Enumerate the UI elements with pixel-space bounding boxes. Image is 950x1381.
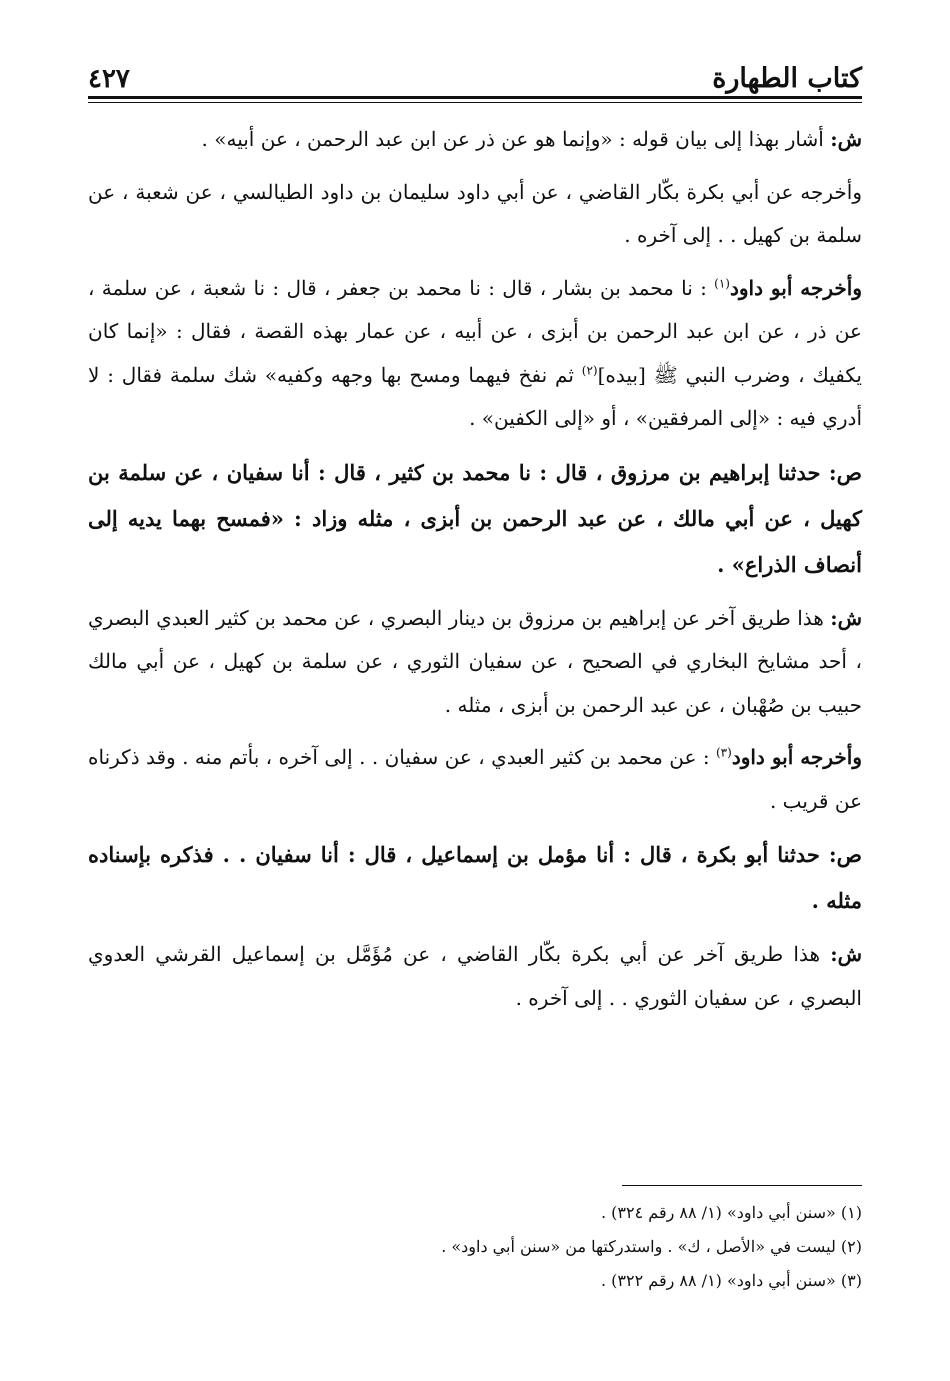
commentary-paragraph xyxy=(88,267,862,441)
paragraph-text: حدثنا أبو بكرة ، قال : أنا مؤمل بن إسماعيل ، قال : أنا سفيان . . فذكره بإسناده مثله . xyxy=(88,842,862,913)
footnote-reference[interactable]: (٢) xyxy=(581,362,598,377)
page-number: ٤٢٧ xyxy=(88,64,130,94)
matn-paragraph xyxy=(88,450,862,588)
paragraph-lead: ش: xyxy=(830,942,862,966)
paragraph-text: أشار بهذا إلى بيان قوله : «وإنما هو عن ذر عن ابن عبد الرحمن ، عن أبيه» . xyxy=(201,127,831,151)
paragraph-lead: ص: xyxy=(828,842,862,867)
commentary-paragraph xyxy=(88,171,862,258)
commentary-paragraph xyxy=(88,736,862,823)
paragraph-text: وأخرجه عن أبي بكرة بكّار القاضي ، عن أبي داود سليمان بن داود الطيالسي ، عن شعبة ، عن سلمة بن كهيل . . إلى آخره . xyxy=(88,179,862,247)
commentary-paragraph xyxy=(88,118,862,162)
page-header xyxy=(88,44,862,94)
book-title: كتاب الطهارة xyxy=(712,63,862,94)
matn-paragraph xyxy=(88,832,862,924)
paragraph-text: ثم نفخ فيهما ومسح بها وجهه وكفيه» شك سلمة فقال : لا أدري فيه : «إلى المرفقين» ، أو «إلى الكفين» . xyxy=(88,362,862,430)
header-rule xyxy=(88,96,862,99)
footnote-reference[interactable]: (٣) xyxy=(715,745,732,760)
paragraph-text: هذا طريق آخر عن إبراهيم بن مرزوق بن دينار البصري ، عن محمد بن كثير العبدي البصري ، أحد مشايخ البخاري في الصحيح ، عن سفيان الثوري ، عن سلمة بن كهيل ، عن أبي مالك حبيب بن صُهْبان ، عن عبد الرحمن بن أبزى ، مثله . xyxy=(88,605,862,717)
paragraph-text: : نا محمد بن بشار ، قال : نا محمد بن جعفر ، قال : نا شعبة ، عن سلمة ، عن ذر ، عن ابن عبد الرحمن بن أبزى ، عن أبيه ، عن عمار بهذه القصة ، فقال : «إنما كان يكفيك ، وضرب النبي ﷺ [بيده] xyxy=(88,275,862,387)
header-rule-thin xyxy=(88,102,862,103)
paragraph-text: هذا طريق آخر عن أبي بكرة بكّار القاضي ، عن مُؤَمَّل بن إسماعيل القرشي العدوي البصري ، عن سفيان الثوري . . إلى آخره . xyxy=(88,942,862,1010)
paragraph-lead: وأخرجه أبو داود xyxy=(729,275,862,300)
footnotes xyxy=(88,1196,862,1298)
paragraph-text: : عن محمد بن كثير العبدي ، عن سفيان . . إلى آخره ، بأتم منه . وقد ذكرناه عن قريب . xyxy=(88,745,862,813)
footnote: (٢) ليست في «الأصل ، ك» . واستدركتها من «سنن أبي داود» . xyxy=(441,1237,862,1256)
paragraph-lead: ش: xyxy=(830,605,862,630)
commentary-paragraph xyxy=(88,597,862,728)
footnote-separator xyxy=(622,1185,862,1186)
commentary-paragraph xyxy=(88,933,862,1020)
main-text xyxy=(88,118,862,1029)
footnote: (٣) «سنن أبي داود» (١/ ٨٨ رقم ٣٢٢) . xyxy=(601,1271,862,1290)
footnote: (١) «سنن أبي داود» (١/ ٨٨ رقم ٣٢٤) . xyxy=(601,1203,862,1222)
paragraph-lead: وأخرجه أبو داود xyxy=(731,745,863,769)
paragraph-lead: ش: xyxy=(830,127,862,151)
paragraph-text: حدثنا إبراهيم بن مرزوق ، قال : نا محمد بن كثير ، قال : أنا سفيان ، عن سلمة بن كهيل ، عن أبي مالك ، عن عبد الرحمن بن أبزى ، مثله وزاد : «فمسح بهما يديه إلى أنصاف الذراع» . xyxy=(88,459,862,577)
footnote-reference[interactable]: (١) xyxy=(714,275,730,290)
paragraph-lead: ص: xyxy=(828,459,862,485)
